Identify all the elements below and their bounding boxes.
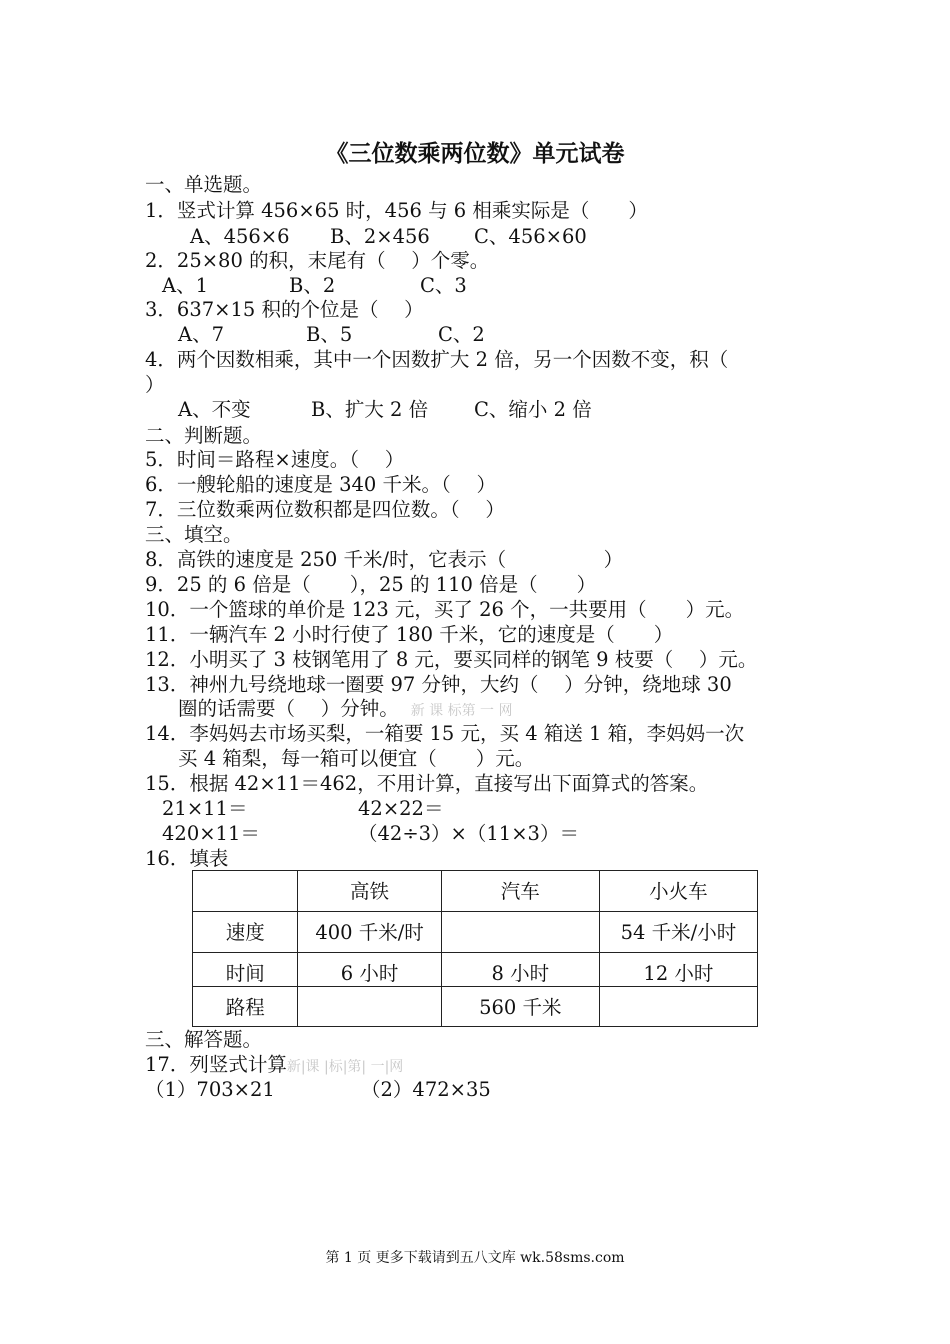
- table-cell: 6 小时: [298, 953, 441, 987]
- table-cell: 12 小时: [599, 953, 757, 987]
- question-4: 4．两个因数相乘，其中一个因数扩大 2 倍，另一个因数不变，积（: [145, 348, 729, 371]
- q4-option-a: A、不变: [178, 398, 251, 421]
- table-cell: 速度: [193, 912, 298, 953]
- table-header-cell: 小火车: [599, 871, 757, 912]
- section-heading-true-false: 二、判断题。: [145, 424, 263, 447]
- question-11: 11．一辆汽车 2 小时行使了 180 千米，它的速度是（ ）: [145, 623, 674, 646]
- q3-option-c: C、2: [438, 323, 485, 346]
- table-header-cell: 汽车: [441, 871, 599, 912]
- table-row: [193, 987, 758, 1027]
- question-8: 8．高铁的速度是 250 千米/时，它表示（ ）: [145, 548, 624, 571]
- question-4-tail: ）: [145, 373, 165, 396]
- table-cell: 8 小时: [441, 953, 599, 987]
- question-15: 15．根据 42×11＝462，不用计算，直接写出下面算式的答案。: [145, 772, 709, 795]
- page-footer: 第 1 页 更多下载请到五八文库 wk.58sms.com: [325, 1250, 625, 1266]
- page-title: 《三位数乘两位数》单元试卷: [325, 140, 625, 167]
- question-13-line-1: 13．神州九号绕地球一圈要 97 分钟，大约（ ）分钟，绕地球 30: [145, 673, 732, 696]
- question-14-line-1: 14．李妈妈去市场买梨，一箱要 15 元，买 4 箱送 1 箱，李妈妈一次: [145, 722, 745, 745]
- table-row: [193, 953, 758, 987]
- q15-expression-4: （42÷3）×（11×3）＝: [358, 822, 579, 845]
- question-1: 1．竖式计算 456×65 时，456 与 6 相乘实际是（ ）: [145, 199, 648, 222]
- q15-expression-3: 420×11＝: [162, 822, 260, 845]
- q4-option-b: B、扩大 2 倍: [311, 398, 429, 421]
- table-header-cell: [193, 871, 298, 912]
- question-2: 2．25×80 的积，末尾有（ ）个零。: [145, 249, 490, 272]
- table-row: [193, 912, 758, 953]
- question-6: 6．一艘轮船的速度是 340 千米。（ ）: [145, 473, 496, 496]
- question-7: 7．三位数乘两位数积都是四位数。（ ）: [145, 498, 505, 521]
- section-heading-single-choice: 一、单选题。: [145, 173, 263, 196]
- question-13-line-2: [178, 697, 513, 723]
- question-10: 10．一个篮球的单价是 123 元，买了 26 个，一共要用（ ）元。: [145, 598, 745, 621]
- table-cell: 时间: [193, 953, 298, 987]
- q4-option-c: C、缩小 2 倍: [474, 398, 592, 421]
- table-cell: 560 千米: [441, 987, 599, 1027]
- question-5: 5．时间＝路程×速度。（ ）: [145, 448, 405, 471]
- section-heading-fill-in: 三、填空。: [145, 523, 243, 546]
- watermark-text: 新 课 标第 一 网: [410, 703, 513, 719]
- q1-option-c: C、456×60: [474, 225, 587, 248]
- q15-expression-1: 21×11＝: [162, 797, 248, 820]
- table-cell: 54 千米/小时: [599, 912, 757, 953]
- q2-option-a: A、1: [162, 274, 208, 297]
- speed-time-distance-table: [192, 870, 758, 1027]
- watermark-text: 新|课 |标|第| 一|网: [286, 1059, 404, 1075]
- question-3: 3．637×15 积的个位是（ ）: [145, 298, 424, 321]
- question-16: 16．填表: [145, 847, 229, 870]
- q17-part-2: （2）472×35: [361, 1078, 491, 1101]
- table-cell: 路程: [193, 987, 298, 1027]
- question-9: 9．25 的 6 倍是（ ），25 的 110 倍是（ ）: [145, 573, 597, 596]
- q15-expression-2: 42×22＝: [358, 797, 444, 820]
- section-heading-answer: 三、解答题。: [145, 1028, 263, 1051]
- q1-option-a: A、456×6: [190, 225, 290, 248]
- question-17-text: 17．列竖式计算: [145, 1053, 287, 1076]
- table-header-cell: 高铁: [298, 871, 441, 912]
- question-17: [145, 1053, 403, 1079]
- table-cell: [599, 987, 757, 1027]
- q2-option-b: B、2: [289, 274, 336, 297]
- question-14-line-2: 买 4 箱梨，每一箱可以便宜（ ）元。: [178, 747, 535, 770]
- table-cell: [441, 912, 599, 953]
- q3-option-b: B、5: [306, 323, 353, 346]
- question-12: 12．小明买了 3 枝钢笔用了 8 元，要买同样的钢笔 9 枝要（ ）元。: [145, 648, 758, 671]
- q1-option-b: B、2×456: [330, 225, 430, 248]
- table-header-row: [193, 871, 758, 912]
- table-cell: 400 千米/时: [298, 912, 441, 953]
- table-cell: [298, 987, 441, 1027]
- question-13-line-2-text: 圈的话需要（ ）分钟。: [178, 697, 399, 720]
- q2-option-c: C、3: [420, 274, 467, 297]
- q17-part-1: （1）703×21: [145, 1078, 275, 1101]
- q3-option-a: A、7: [178, 323, 224, 346]
